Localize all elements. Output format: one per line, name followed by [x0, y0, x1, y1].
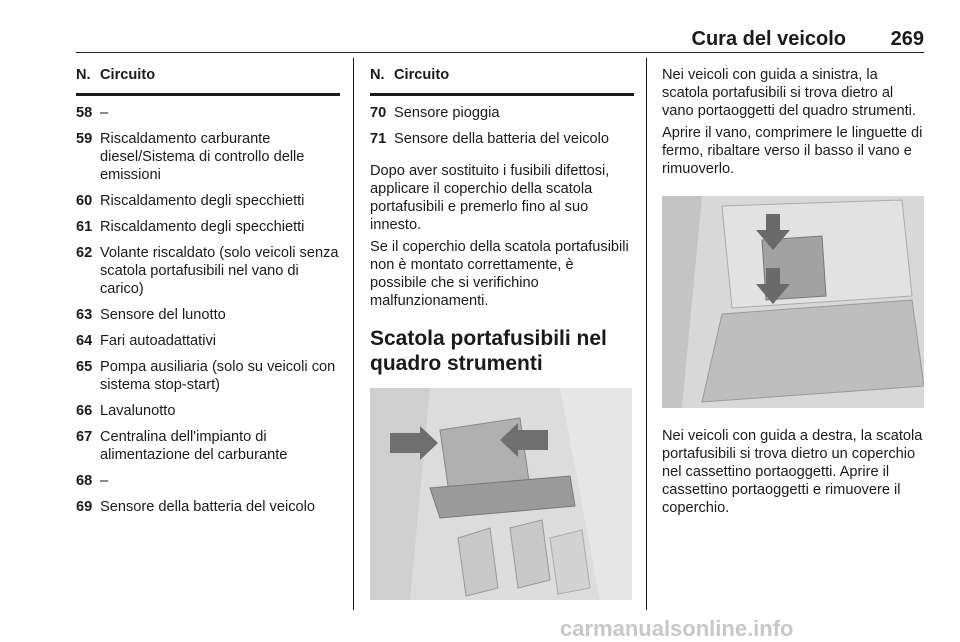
row-number: 67: [76, 429, 93, 445]
table-row: [76, 498, 340, 516]
page-number: 269: [890, 28, 924, 50]
table-row: [370, 130, 634, 156]
row-description: –: [100, 473, 109, 489]
row-description: Riscaldamento carburante diesel/Sistema di controllo delle emissioni: [100, 131, 305, 183]
table-row: [76, 472, 340, 490]
col-header-number: N.: [370, 67, 385, 83]
table-row: [76, 192, 340, 210]
table-row: [76, 332, 340, 350]
paragraph: Nei veicoli con guida a destra, la scatola portafusibili si trova dietro un coperchio nel cassettino portaoggetti. Aprire il cassettino portaoggetti e rimuovere il coperchio.: [662, 428, 923, 516]
row-number: 66: [76, 403, 93, 419]
row-number: 70: [370, 105, 387, 121]
fuse-table-header: [76, 66, 340, 96]
paragraph: Se il coperchio della scatola portafusibili non è montato correttamente, è possibile che si verifichino malfunzionamenti.: [370, 239, 629, 309]
row-description: Pompa ausiliaria (solo su veicoli con sistema stop-start): [100, 359, 336, 393]
row-description: Centralina dell'impianto di alimentazione del carburante: [100, 429, 288, 463]
page-header: [76, 28, 924, 54]
table-row: [370, 104, 634, 122]
table-row: [76, 428, 340, 464]
fuse-table-header: [370, 66, 634, 96]
row-number: 71: [370, 131, 387, 147]
section-title-header: Cura del veicolo: [691, 28, 846, 50]
row-description: Fari autoadattativi: [100, 333, 217, 349]
table-row: [76, 358, 340, 394]
table-row: [76, 244, 340, 298]
table-row: [76, 104, 340, 122]
section-heading: Scatola portafusibili nel quadro strumenti: [370, 327, 607, 375]
row-number: 60: [76, 193, 93, 209]
paragraph: Dopo aver sostituito i fusibili difettosi, applicare il coperchio della scatola portafusibili e premerlo fino al suo innesto.: [370, 163, 610, 233]
paragraph: Aprire il vano, comprimere le linguette di fermo, ribaltare verso il basso il vano e rimuoverlo.: [662, 125, 923, 177]
row-description: Lavalunotto: [100, 403, 176, 419]
instrument-panel-fuse-box-illustration: [370, 388, 632, 600]
row-number: 58: [76, 105, 93, 121]
column-divider-2: [646, 58, 647, 610]
row-description: Riscaldamento degli specchietti: [100, 193, 305, 209]
row-number: 68: [76, 473, 93, 489]
row-description: Sensore della batteria del veicolo: [394, 131, 609, 147]
table-row: [76, 218, 340, 236]
row-number: 62: [76, 245, 93, 261]
row-number: 65: [76, 359, 93, 375]
column-3: [662, 66, 926, 521]
col-header-circuit: Circuito: [100, 67, 156, 83]
column-1: [76, 66, 340, 516]
row-description: Sensore della batteria del veicolo: [100, 499, 315, 515]
row-number: 64: [76, 333, 93, 349]
table-row: [76, 306, 340, 324]
row-number: 61: [76, 219, 93, 235]
row-description: Sensore del lunotto: [100, 307, 226, 323]
header-divider: [76, 52, 924, 53]
row-description: Riscaldamento degli specchietti: [100, 219, 305, 235]
column-divider-1: [353, 58, 354, 610]
col-header-number: N.: [76, 67, 91, 83]
fuse-table-1: [76, 104, 340, 516]
row-number: 63: [76, 307, 93, 323]
glovebox-illustration: [662, 196, 924, 408]
row-number: 69: [76, 499, 93, 515]
col-header-circuit: Circuito: [394, 67, 450, 83]
row-description: –: [100, 105, 109, 121]
table-row: [76, 130, 340, 184]
column-2: [370, 66, 634, 605]
paragraph: Nei veicoli con guida a sinistra, la scatola portafusibili si trova dietro al vano portaoggetti del quadro strumenti.: [662, 67, 916, 119]
table-row: [76, 402, 340, 420]
watermark: carmanualsonline.info: [560, 616, 794, 641]
row-number: 59: [76, 131, 93, 147]
fuse-table-2: [370, 104, 634, 156]
row-description: Sensore pioggia: [394, 105, 500, 121]
row-description: Volante riscaldato (solo veicoli senza scatola portafusibili nel vano di carico): [100, 245, 339, 297]
